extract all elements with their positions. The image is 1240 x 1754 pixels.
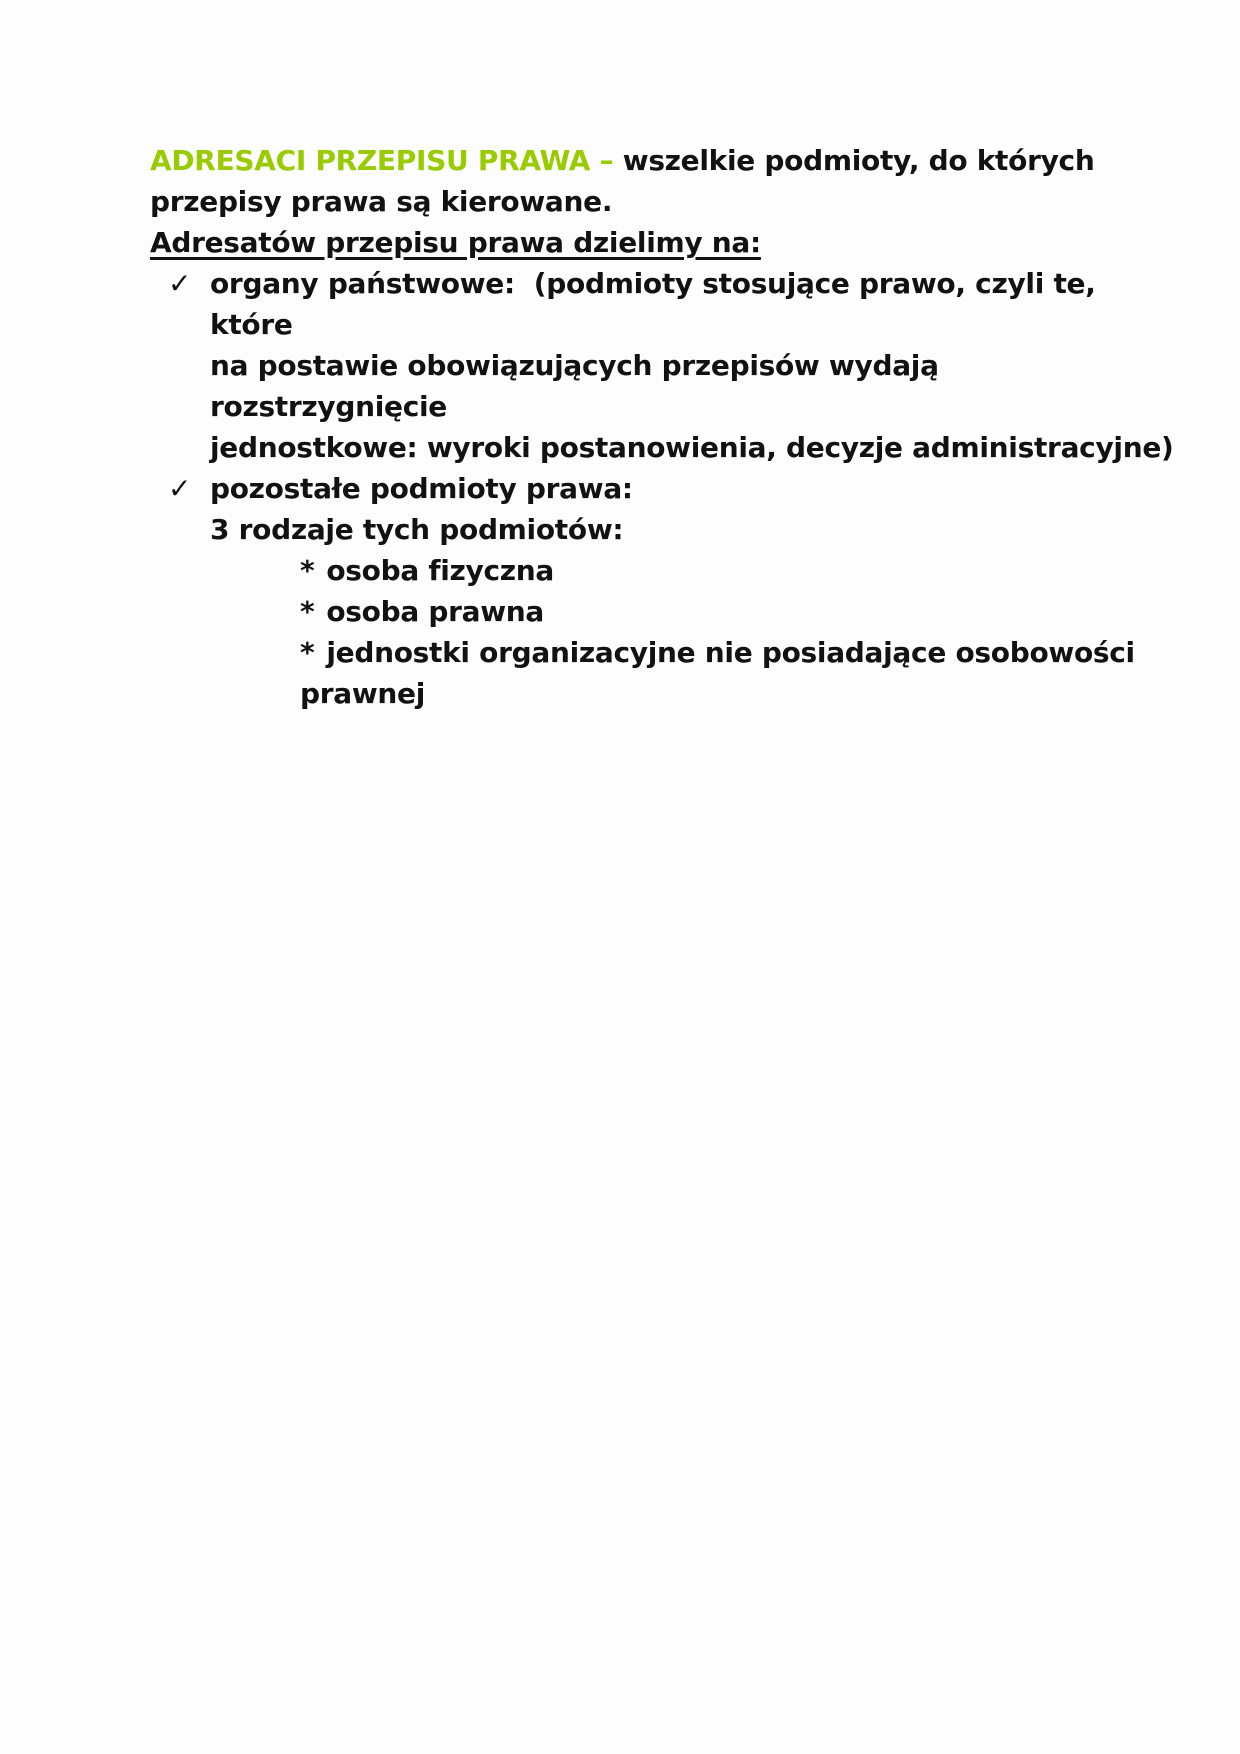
bullet-text: na postawie obowiązujących przepisów wydają rozstrzygnięcie — [210, 349, 949, 423]
heading-definition-part2: przepisy prawa są kierowane. — [150, 185, 613, 218]
asterisk-icon: * — [300, 595, 315, 628]
asterisk-icon: * — [300, 636, 315, 669]
bullet-continuation-line — [150, 345, 1185, 427]
page-title: ADRESACI PRZEPISU PRAWA – — [150, 144, 623, 177]
asterisk-icon: * — [300, 554, 315, 587]
bullet-continuation-line — [150, 509, 1185, 550]
bullet-text: 3 rodzaje tych podmiotów: — [210, 513, 624, 546]
sub-item-text: osoba prawna — [326, 595, 545, 628]
bullet-text: organy państwowe: (podmioty stosujące prawo, czyli te, które — [210, 267, 1106, 341]
sub-item-osoba-fizyczna — [150, 550, 1185, 591]
heading-definition-part1: wszelkie podmioty, do których — [622, 144, 1095, 177]
sub-item-osoba-prawna — [150, 591, 1185, 632]
heading-line-1 — [150, 140, 1185, 181]
checkmark-icon: ✓ — [168, 472, 192, 505]
sub-item-text: osoba fizyczna — [326, 554, 555, 587]
heading-line-2 — [150, 181, 1185, 222]
subheading-underlined: Adresatów przepisu prawa dzielimy na: — [150, 226, 761, 259]
document-content — [150, 140, 1185, 714]
sub-item-wrap-line — [150, 673, 1185, 714]
bullet-item-pozostale — [150, 468, 1185, 509]
bullet-continuation-line — [150, 427, 1185, 468]
sub-item-text: prawnej — [300, 677, 426, 710]
bullet-text: jednostkowe: wyroki postanowienia, decyzje administracyjne) — [210, 431, 1174, 464]
subheading-line — [150, 222, 1185, 263]
bullet-text: pozostałe podmioty prawa: — [210, 472, 633, 505]
sub-item-text: jednostki organizacyjne nie posiadające osobowości — [326, 636, 1135, 669]
sub-item-jednostki — [150, 632, 1185, 673]
checkmark-icon: ✓ — [168, 267, 192, 300]
bullet-item-organy — [150, 263, 1185, 345]
